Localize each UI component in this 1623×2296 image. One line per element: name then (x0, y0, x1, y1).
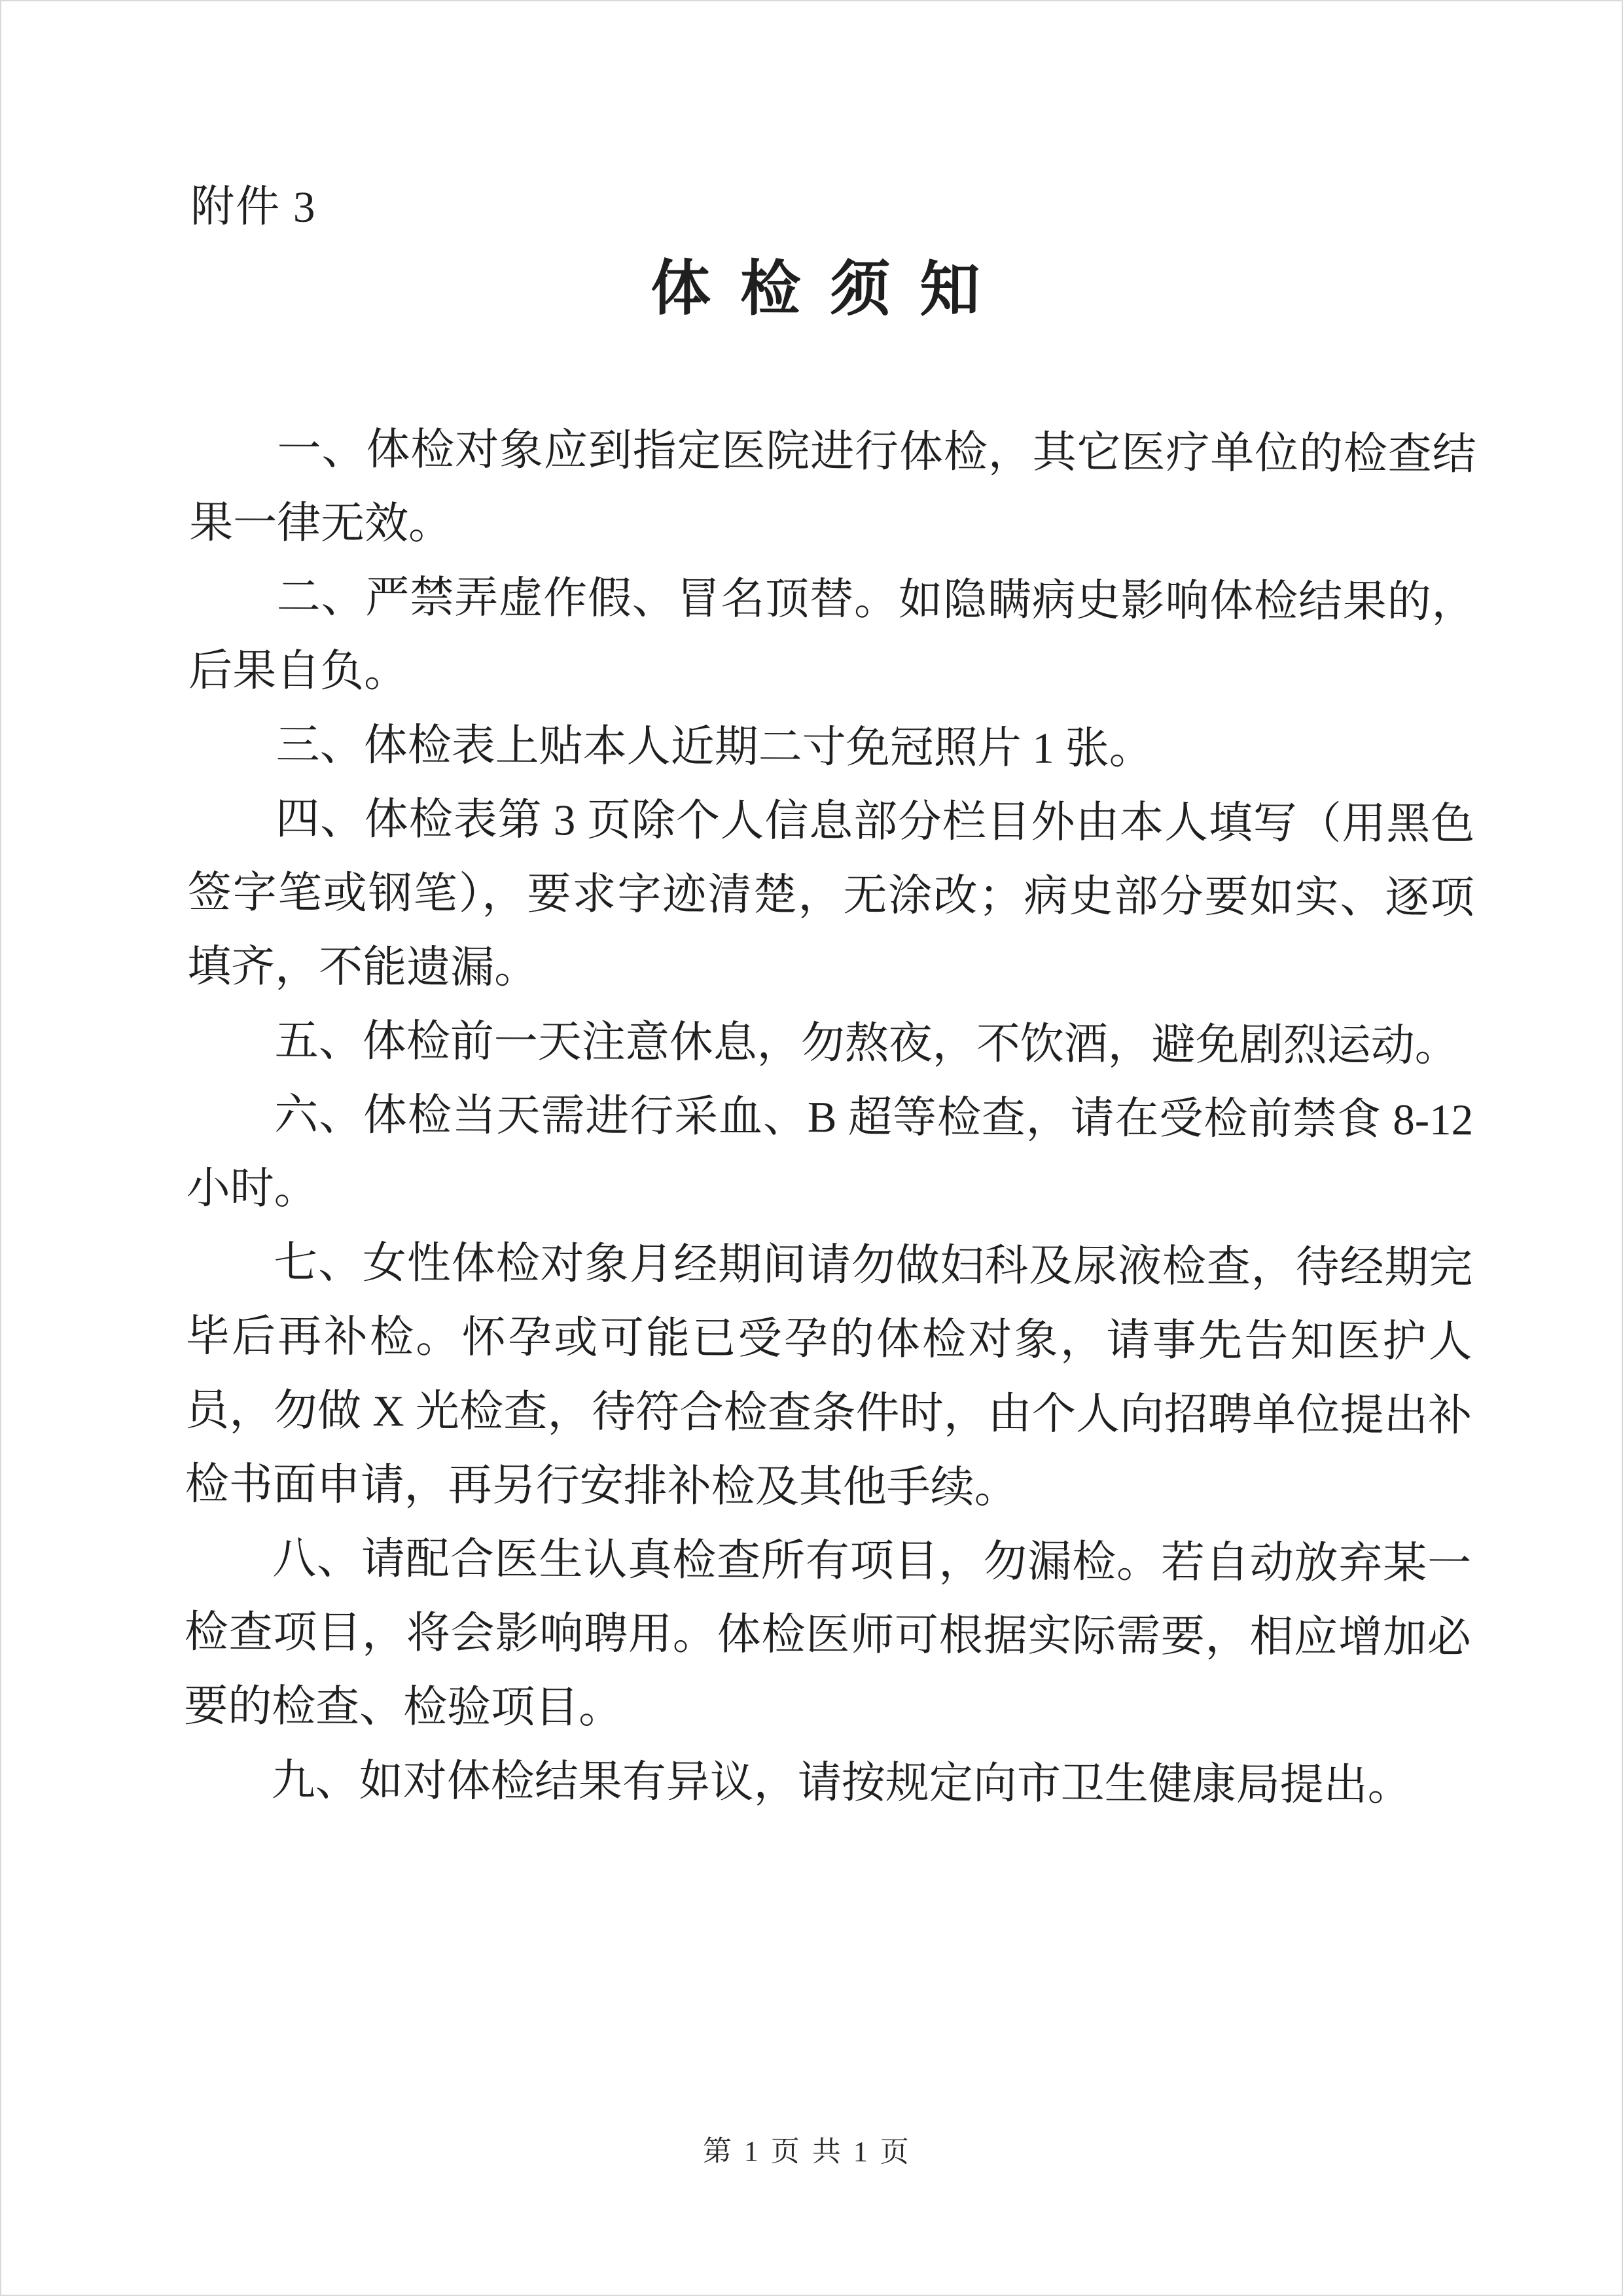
attachment-label: 附件 3 (190, 182, 317, 232)
paragraph-7: 七、女性体检对象月经期间请勿做妇科及尿液检查，待经期完毕后再补检。怀孕或可能已受孕的体检对象，请事先告知医护人员，勿做 X 光检查，待符合检查条件时，由个人向招聘单位提出补检书面申请，再另行安排补检及其他手续。 (185, 1238, 1473, 1513)
page-footer: 第 1 页 共 1 页 (702, 2135, 912, 2168)
paragraph-4: 四、体检表第 3 页除个人信息部分栏目外由本人填写（用黑色签字笔或钢笔），要求字迹清楚，无涂改；病史部分要如实、逐项填齐，不能遗漏。 (187, 795, 1475, 993)
paragraph-3: 三、体检表上贴本人近期二寸免冠照片 1 张。 (276, 721, 1153, 774)
paragraph-1: 一、体检对象应到指定医院进行体检，其它医疗单位的检查结果一律无效。 (188, 425, 1476, 548)
paragraph-9: 九、如对体检结果有异议，请按规定向市卫生健康局提出。 (271, 1756, 1412, 1810)
paragraph-5: 五、体检前一天注意休息，勿熬夜，不饮酒，避免剧烈运动。 (274, 1016, 1459, 1071)
paragraph-6: 六、体检当天需进行采血、B 超等检查，请在受检前禁食 8-12 小时。 (186, 1090, 1474, 1213)
paragraph-8: 八、请配合医生认真检查所有项目，勿漏检。若自动放弃某一检查项目，将会影响聘用。体检医师可根据实际需要，相应增加必要的检查、检验项目。 (184, 1534, 1472, 1732)
page-title: 体 检 须 知 (650, 255, 988, 324)
document-body (184, 412, 1476, 1823)
paragraph-2: 二、严禁弄虚作假、冒名顶替。如隐瞒病史影响体检结果的，后果自负。 (188, 573, 1476, 696)
